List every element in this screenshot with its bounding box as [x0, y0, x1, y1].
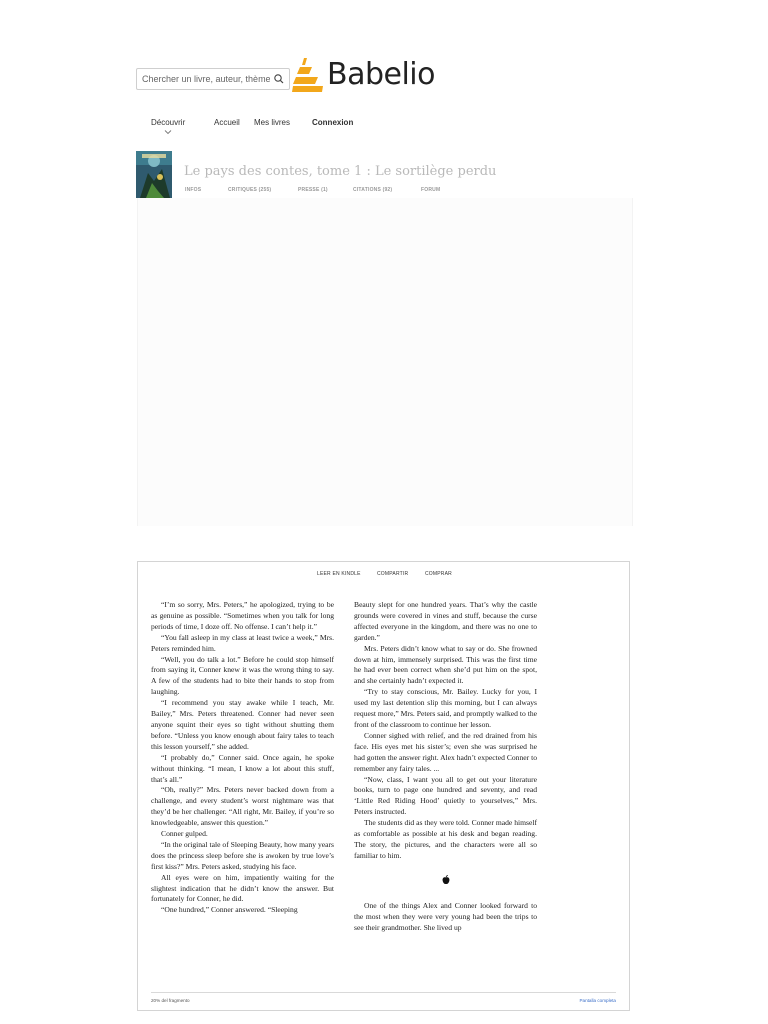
- reader-column-left: [151, 600, 334, 916]
- tab-presse[interactable]: PRESSE (1): [298, 187, 328, 193]
- paragraph: “Try to stay conscious, Mr. Bailey. Lucky for you, I used my last detention slip this morning, but I can always request more,” Mrs. Peters said, and promptly walked to the front of the classroom to continue her lesson.: [354, 687, 537, 729]
- fullscreen-link[interactable]: Pantalla completa: [579, 998, 616, 1003]
- paragraph: “Oh, really?” Mrs. Peters never backed down from a challenge, and every student’s worst nightmare was that they’d be her challenger. “All right, Mr. Bailey, if you’re so knowledgeable, answer this question.”: [151, 785, 334, 828]
- search-icon[interactable]: [273, 73, 285, 85]
- reader-column-right: [354, 600, 537, 933]
- babelio-logo-icon: [292, 56, 324, 94]
- tab-forum[interactable]: FORUM: [421, 187, 441, 193]
- book-cover[interactable]: [136, 151, 172, 198]
- nav-discover[interactable]: Découvrir: [151, 118, 186, 127]
- tab-infos[interactable]: INFOS: [185, 187, 202, 193]
- read-in-kindle-button[interactable]: LEER EN KINDLE: [317, 571, 361, 577]
- paragraph: Conner gulped.: [161, 829, 208, 839]
- content-placeholder: [137, 198, 633, 526]
- babelio-logo[interactable]: [292, 55, 435, 95]
- paragraph: The students did as they were told. Conner made himself as comfortable as possible at his desk and began reading. The story, the pictures, and the characters were all so familiar to him.: [354, 818, 537, 860]
- logo-text: Babelio: [327, 57, 435, 92]
- reading-progress: 20% del fragmento: [151, 998, 190, 1003]
- share-button[interactable]: COMPARTIR: [377, 571, 409, 577]
- search-input[interactable]: [142, 74, 270, 84]
- paragraph: All eyes were on him, impatiently waiting for the slightest indication that he didn’t know the answer. But fortunately for Conner, he did.: [151, 872, 334, 904]
- paragraph: “Now, class, I want you all to get out your literature books, turn to page one hundred and seventy, and read ‘Little Red Riding Hood’ quietly to yourselves,” Mrs. Peters instructed.: [354, 774, 537, 817]
- chevron-down-icon[interactable]: [164, 129, 172, 135]
- kindle-reader: [137, 561, 630, 1011]
- reader-footer: [151, 992, 616, 1003]
- tab-citations[interactable]: CITATIONS (92): [353, 187, 393, 193]
- book-title: Le pays des contes, tome 1 : Le sortilège perdu: [184, 164, 497, 179]
- search-box[interactable]: [136, 68, 290, 90]
- paragraph: Conner sighed with relief, and the red drained from his face. His eyes met his sister’s; even she was surprised he had gotten the answer right. Alex hadn’t expected Conner to remember any fairy tales. ...: [354, 730, 537, 773]
- paragraph: Beauty slept for one hundred years. That’s why the castle grounds were covered in vines and stuff, because the curse affected everyone in the kingdom, and there was no one to garden.”: [354, 600, 537, 642]
- paragraph: “One hundred,” Conner answered. “Sleeping: [161, 905, 298, 915]
- paragraph: “I’m so sorry, Mrs. Peters,” he apologized, trying to be as genuine as possible. “Sometimes when you talk for long periods of time, I doze off. No offense. I can’t help it.”: [151, 600, 334, 631]
- buy-button[interactable]: COMPRAR: [425, 571, 452, 577]
- book-cover-image: [136, 151, 172, 198]
- apple-ornament-icon: [442, 875, 450, 885]
- paragraph: “In the original tale of Sleeping Beauty, how many years does the princess sleep before she is awoken by true love’s first kiss?” Mrs. Peters asked, studying his face.: [151, 839, 334, 871]
- paragraph: Mrs. Peters didn’t know what to say or do. She frowned down at him, immensely surprised. This was the first time he had ever been correct when she’d put him on the spot, and she certainly hadn’t expected it.: [354, 643, 537, 686]
- nav-login[interactable]: Connexion: [312, 118, 354, 127]
- paragraph: One of the things Alex and Conner looked forward to the most when they were very young had been the trips to see their grandmother. She lived up: [354, 900, 537, 932]
- tab-critiques[interactable]: CRITIQUES (255): [228, 187, 272, 193]
- nav-home[interactable]: Accueil: [214, 118, 240, 127]
- paragraph: “I recommend you stay awake while I teach, Mr. Bailey,” Mrs. Peters threatened. Conner had never seen anyone squint their eyes so tight without shutting them before. “Unless you know enough about fairy tales to teach this lesson yourself,” she added.: [151, 698, 334, 751]
- paragraph: “I probably do,” Conner said. Once again, he spoke without thinking. “I mean, I know a lot about this stuff, that’s all.”: [151, 752, 334, 784]
- paragraph: “Well, you do talk a lot.” Before he could stop himself from saying it, Conner knew it was the wrong thing to say. A few of the students had to bite their hands to stop from laughing.: [151, 654, 334, 697]
- nav-my-books[interactable]: Mes livres: [254, 118, 291, 127]
- paragraph: “You fall asleep in my class at least twice a week,” Mrs. Peters reminded him.: [151, 632, 334, 653]
